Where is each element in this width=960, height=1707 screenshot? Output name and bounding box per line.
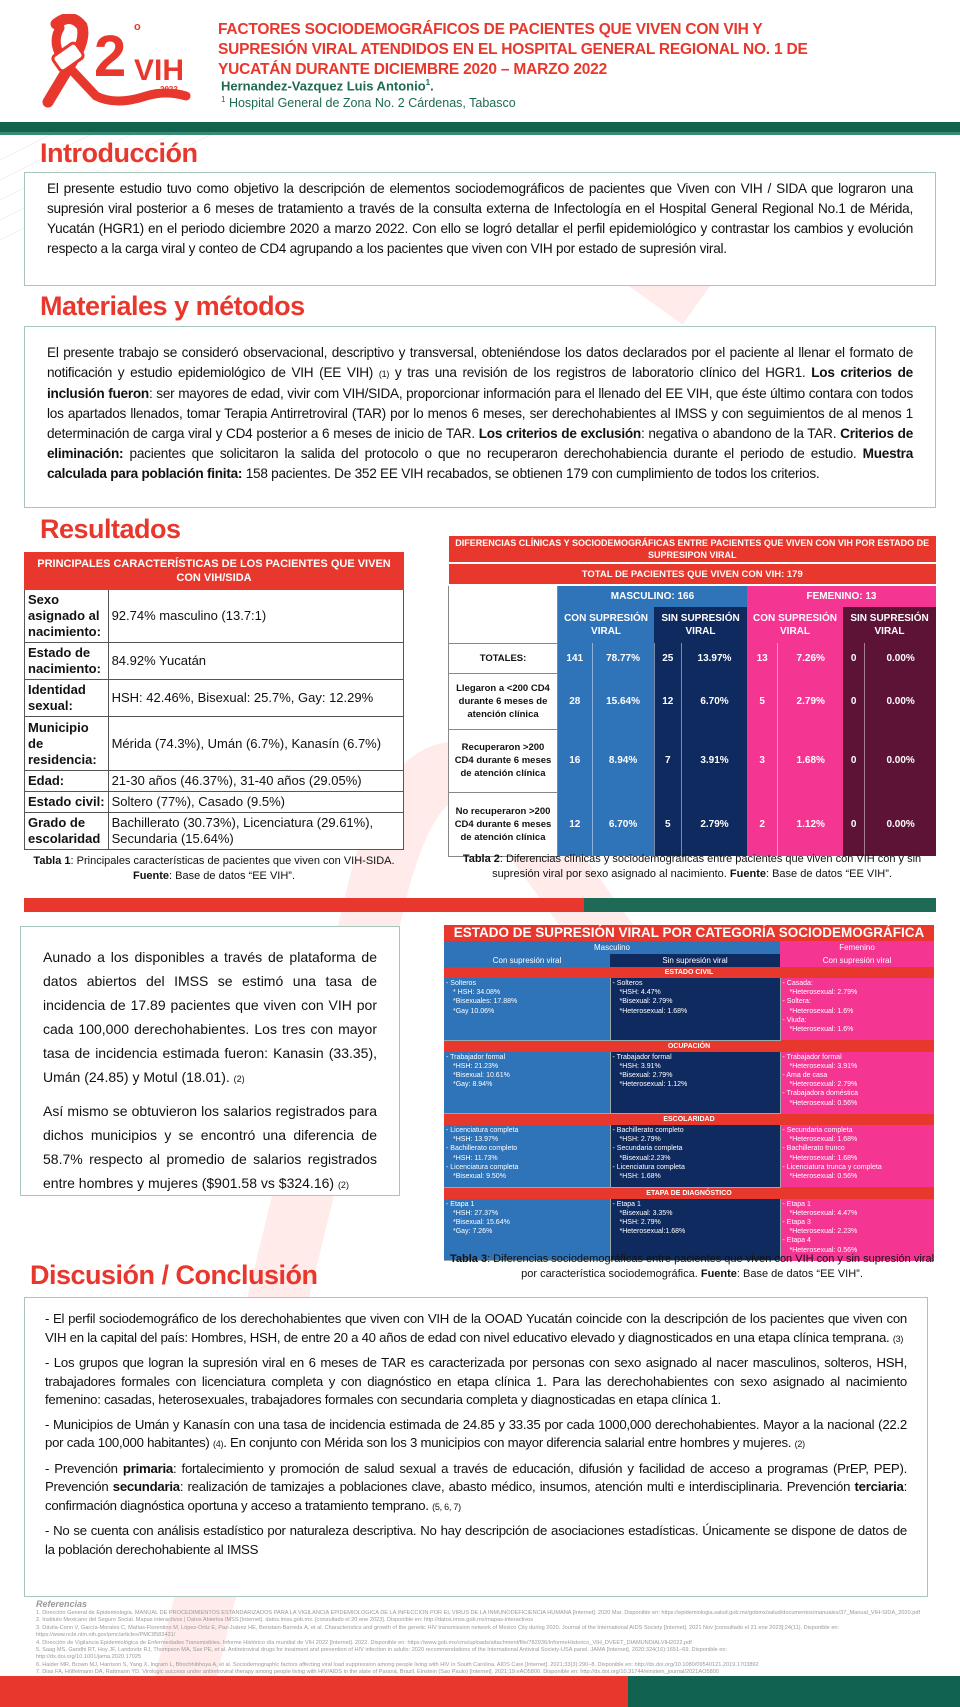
table3-cell-line: *Heterosexual: 0.56% bbox=[789, 1246, 858, 1254]
table2-value-cell: 2 bbox=[747, 792, 778, 856]
table3-category-header: OCUPACIÓN bbox=[444, 1040, 934, 1052]
table-row: Estado civil: Soltero (77%), Casado (9.5%) bbox=[25, 792, 404, 813]
svg-text:2023: 2023 bbox=[160, 85, 178, 94]
table3-category-header: ESTADO CIVIL bbox=[444, 967, 934, 978]
results-heading: Resultados bbox=[40, 514, 181, 544]
table3-cell-line: - Ama de casa bbox=[782, 1071, 828, 1079]
discussion-point-5: - No se cuenta con análisis estadístico por naturaleza descriptiva. No hay descripción de asociaciones estadísticas. Únicamente se dispone de datos de la población derechohabiente al IMSS bbox=[45, 1523, 907, 1557]
discussion-heading: Discusión / Conclusión bbox=[30, 1260, 318, 1290]
table3-cell-line: - Solteros bbox=[612, 980, 643, 987]
table3-cell-line: *Heterosexual: 2.79% bbox=[789, 989, 858, 997]
table3-cell-line: - Bachillerato completo bbox=[612, 1127, 684, 1134]
poster-title bbox=[218, 20, 948, 80]
table3-cell-line: - Secundaria completa bbox=[612, 1145, 683, 1153]
footer-bar-green bbox=[628, 1676, 960, 1707]
table3-cell-line: *Heterosexual: 3.91% bbox=[789, 1062, 858, 1070]
table-row: Grado de escolaridad Bachillerato (30.73%), Licenciatura (29.61%), Secundaria (15.64%) bbox=[25, 813, 404, 850]
table3-title: ESTADO DE SUPRESIÓN VIRAL POR CATEGORÍA SOCIODEMOGRÁFICA bbox=[444, 925, 934, 941]
table3-cell-line: - Viuda: bbox=[782, 1016, 807, 1024]
table2-value-cell: 1.12% bbox=[778, 792, 843, 856]
table3-cell-line: *Heterosexual: 1.6% bbox=[789, 1007, 854, 1015]
table3-caption: Tabla 3: Diferencias sociodemográficas entre pacientes que viven con VIH con y sin supresión viral por característica sociodemográfica. Fuente: Base de datos “EE VIH”. bbox=[449, 1253, 935, 1280]
reference-item: 5. Saag MS, Gandhi RT, Hoy JF, Landovitz RJ, Thompson MA, Sax PE, et al. Antiretroviral drugs for treatment and prevention of HIV infection in adults: 2020 recommendations of the International Antiviral Society-USA panel. JAMA [Internet]. 2020;324(16):1651–69. Disponible en: bbox=[36, 1647, 727, 1654]
affiliation: $^1$ Hospital General de Zona No. 2 Cárdenas, Tabasco bbox=[221, 95, 516, 111]
table3-cell-line: *HSH: 1.68% bbox=[619, 1173, 661, 1181]
table3-cell-line: *Bisexual: 9.50% bbox=[453, 1173, 506, 1181]
reference-item: https://www.ncbi.nlm.nih.gov/pmc/articles/PMC8583431/ bbox=[36, 1632, 176, 1639]
table2-value-cell: 0.00% bbox=[865, 792, 936, 856]
table3-cell-line: *Heterosexual: 4.47% bbox=[789, 1209, 858, 1217]
table2-value-cell: 7.26% bbox=[778, 643, 843, 673]
table3-cell-line: - Licenciatura completa bbox=[446, 1163, 519, 1171]
title-line: FACTORES SOCIODEMOGRÁFICOS DE PACIENTES QUE VIVEN CON VIH Y bbox=[218, 21, 763, 38]
table3-cell-line: - Trabajador formal bbox=[782, 1053, 842, 1061]
table2-value-cell: 25 bbox=[654, 643, 681, 673]
table3-cell-line: - Secundaria completa bbox=[782, 1127, 853, 1134]
section-divider-red bbox=[24, 898, 584, 912]
table2-value-cell: 6.70% bbox=[592, 792, 654, 856]
incidence-text-2: Así mismo se obtuvieron los salarios registrados para dichos municipios y se encontró una diferencia de 58.7% respecto al promedio de salarios registrados entre hombres y mujeres ($901.58 vs $324.16) (2) bbox=[43, 1103, 377, 1191]
table3-cell-line: *HSH: 2.79% bbox=[619, 1218, 661, 1226]
table3-cell-line: *HSH: 3.91% bbox=[619, 1062, 661, 1070]
table3-cell-line: *Bisexual: 2.79% bbox=[619, 998, 673, 1006]
table-row: Edad: 21-30 años (46.37%), 31-40 años (29.05%) bbox=[25, 771, 404, 792]
discussion-point-2: - Los grupos que logran la supresión viral en 6 meses de TAR es caracterizada por personas con sexo asignado al nacer masculinos, solteros, HSH, trabajadores formales con licenciatura completa y con diagnóstico en etapa clínica 1. Para las derechohabientes con sexo asignado al nacimiento femenino: casadas, heterosexuales, trabajadores formales con secundaria completa y diagnosticadas en etapa clínica 1. bbox=[45, 1355, 907, 1407]
table3-cell-line: - Licenciatura trunca y completa bbox=[782, 1163, 882, 1171]
table3-cell-line: *Gay 10.06% bbox=[453, 1007, 495, 1015]
title-line: SUPRESIÓN VIRAL ATENDIDOS EN EL HOSPITAL GENERAL REGIONAL NO. 1 DE bbox=[218, 41, 808, 58]
table1-characteristics bbox=[24, 552, 404, 850]
title-line: YUCATÁN DURANTE DICIEMBRE 2020 – MARZO 2022 bbox=[218, 61, 608, 78]
table2-value-cell: 0 bbox=[843, 792, 865, 856]
table3-cell-line: - Etapa 1 bbox=[612, 1200, 641, 1208]
methods-text: El presente trabajo se consideró observacional, descriptivo y transversal, obteniéndose los datos declarados por el paciente al llenar el formato de notificación y estudio epidemiológico de VIH (EE VIH) (1) y tras una revisión de los registros de laboratorio clínico del HGR1. Los criterios de inclusión fueron: ser mayores de edad, vivir com VIH/SIDA, proporcionar información para el llenado del EE VIH, que éste último contara con todos los apartados llenados, tomar Terapia Antirretroviral (TAR) por lo menos 6 meses, ser derechohabientes al IMSS y con seguimientos de al menos 1 determinación de carga viral y CD4 posterior a 6 meses de inicio de TAR. Los criterios de exclusión: negativa o abandono de la TAR. Criterios de eliminación: pacientes que solicitaron la salida del protocolo o que no recuperaron derechohabiencia durante el periodo de estudio. Muestra calculada para población finita: 158 pacientes. De 352 EE VIH recabados, se obtienen 179 con cumplimiento de todos los criterios. bbox=[47, 345, 914, 481]
reference-item: 6. Haider MR, Brown MJ, Harrison S, Yang X, Ingram L, Bhochhibhoya A, et al. Sociodemographic factors affecting viral load suppression among people living with HIV in South Carolina. AIDS Care [Internet]. 2021;33(3):290–8. Disponible en: http://dx.doi.org/10.1080/09540121.2019.1703892 bbox=[36, 1661, 759, 1668]
methods-box bbox=[24, 326, 936, 508]
discussion-point-4: - Prevención primaria: fortalecimiento y promoción de salud sexual a través de educación, difusión y facilidad de acceso a programas (PrEP, PEP). Prevención secundaria: realización de tamizajes a poblaciones clave, abasto médico, insumos, atención multi e interdisciplinaria. Prevención terciaria: confirmación diagnóstica oportuna y acceso a tratamiento temprano. (5, 6, 7) bbox=[45, 1460, 907, 1513]
table3-cell-line: - Solteros bbox=[446, 980, 476, 987]
table3-cell-line: *Heterosexual: 1.12% bbox=[619, 1081, 688, 1089]
table2-value-cell: 3 bbox=[747, 729, 778, 792]
red-ribbon-logo-icon bbox=[36, 14, 196, 114]
table2-value-cell: 7 bbox=[654, 729, 681, 792]
table2-value-cell: 0.00% bbox=[865, 643, 936, 673]
reference-item: 4. Dirección de Vigilancia Epidemiológica de Enfermedades Transmisibles. Informe Histórico día mundial de VIH 2022 [Internet]. 2022. Disponible en: https://www.gob.mx/cms/uploads/attachment/file/782936/InformeHistorico_VIH_DVEET_DIAMUNDIALVIH2022.pdf bbox=[36, 1639, 692, 1646]
table3-cell-line: *Bisexual: 3.35% bbox=[619, 1209, 673, 1217]
table3-cell-line: - Etapa 4 bbox=[782, 1237, 811, 1245]
table-row bbox=[444, 1125, 934, 1187]
table3-cell-line: *Bisexual: 15.64% bbox=[453, 1218, 510, 1226]
table3-cell-line: - Bachillerato trunco bbox=[782, 1145, 845, 1153]
header-divider bbox=[0, 122, 960, 132]
table2-value-cell: 13 bbox=[747, 643, 778, 673]
table-row: TOTALES: 141 78.77% 25 13.97% 13 7.26% 0 0.00% bbox=[449, 643, 937, 673]
table2-female-header: FEMENINO: 13 bbox=[747, 585, 936, 607]
table3-category-header: ETAPA DE DIAGNÓSTICO bbox=[444, 1187, 934, 1199]
table2-value-cell: 0.00% bbox=[865, 729, 936, 792]
table-row: Llegaron a <200 CD4 durante 6 meses de atención clínica 28 15.64% 12 6.70% 5 2.79% 0 0.00% bbox=[449, 673, 937, 729]
table2-value-cell: 0.00% bbox=[865, 673, 936, 729]
table3-cell-line: - Licenciatura completa bbox=[612, 1163, 685, 1171]
table3-cell-line: *Bisexual: 10.61% bbox=[453, 1071, 510, 1079]
section-divider-green bbox=[584, 898, 936, 912]
table3-cell-line: *Heterosexual: 1.68% bbox=[789, 1136, 858, 1144]
table3-cell-line: *Gay: 7.26% bbox=[453, 1228, 493, 1236]
table3-cell-line: *Heterosexual: 1.68% bbox=[619, 1007, 688, 1015]
table3-cell bbox=[780, 1125, 934, 1187]
table3-suppression-by-category: ESTADO DE SUPRESIÓN VIRAL POR CATEGORÍA SOCIODEMOGRÁFICA Masculino Femenino Con supresión viral Sin supresión viral Con supresión viral ESTADO CIVIL - Solteros * HSH: 34.08% *Bisexuales: 17.88% *Gay 10.06% - Solteros *HSH: 4.47% *Bisexual: 2.79% *Heterosexual: 1.68% - Casada: *Heterosexual: 2.79% - Soltera: *Heterosexual: 1.6% - Viuda: *Heterosexual: 1.6% OCUPACIÓN - Trabajador formal *HSH: 21.23% *Bisexual: 10.61% *Gay: 8.94% - Trabajador formal *HSH: 3.91% *Bisexual: 2.79% *Heterosexual: 1.12% - Trabajador formal *Heterosexual: 3.91% - Ama de casa *Heterosexual: 2.79% - Trabajadora doméstica *Heterosexual: 0.56% ESCOLARIDAD - Licenciatura completa *HSH: 13.97% - Bachillerato completo *HSH: 11.73% - Licenciatura completa *Bisexual: 9.50% - Bachillerato completo *HSH: 2.79% - Secundaria completa *Bisexual:2.23% - Licenciatura completa *HSH: 1.68% - Secundaria completa *Heterosexual: 1.68% - Bachillerato trunco *Heterosexual: 1.68% - Licenciatura trunca y completa *Heterosexual: 0.56% ETAPA DE DIAGNÓSTICO - Etapa 1 *HSH: 27.37% *Bisexual: 15.64% *Gay: 7.26% - Etapa 1 *Bisexual: 3.35% *HSH: 2.79% *Heterosexual:1.68% - Etapa 1 *Heterosexual: 4.47% - Etapa 3 *Heterosexual: 2.23% - Etapa 4 *Heterosexual: 0.56% bbox=[444, 925, 934, 1261]
logo-acronym: VIH bbox=[134, 54, 185, 87]
logo-number: 2 bbox=[94, 24, 127, 89]
footer-bar-red bbox=[0, 1676, 628, 1707]
table3-cell-line: - Trabajador formal bbox=[612, 1053, 672, 1061]
table3-cell-line: *HSH: 21.23% bbox=[453, 1062, 499, 1070]
incidence-text-1: Aunado a los disponibles a través de plataforma de datos abiertos del IMSS se estimó una tasa de incidencia de 17.89 pacientes que viven con VIH por cada 100,000 derechohabientes. Los tres con mayor tasa de incidencia estimada fueron: Kanasin (33.35), Umán (24.85) y Motul (18.01). (2) bbox=[43, 949, 377, 1085]
table3-cell-line: *Heterosexual:1.68% bbox=[619, 1228, 686, 1236]
discussion-point-1: - El perfil sociodemográfico de los derechohabientes que viven con VIH de la OOAD Yucatán coincide con la descripción de los pacientes que viven con VIH en la capital del país: Hombres, HSH, de entre 20 a 40 años de edad con nivel educativo elevado y diagnosticados en una etapa clínica temprana. (3) bbox=[45, 1311, 907, 1345]
table2-value-cell: 0 bbox=[843, 673, 865, 729]
table3-cell-line: *Heterosexual: 1.6% bbox=[789, 1026, 854, 1034]
table-row bbox=[444, 978, 934, 1040]
discussion-box bbox=[24, 1297, 928, 1597]
table2-value-cell: 12 bbox=[558, 792, 593, 856]
intro-heading: Introducción bbox=[40, 138, 198, 168]
table3-cell-line: *Heterosexual: 0.56% bbox=[789, 1099, 858, 1107]
table2-value-cell: 5 bbox=[747, 673, 778, 729]
table-row: Estado de nacimiento: 84.92% Yucatán bbox=[25, 643, 404, 680]
table2-value-cell: 5 bbox=[654, 792, 681, 856]
table2-clinical-differences: DIFERENCIAS CLÍNICAS Y SOCIODEMOGRÁFICAS ENTRE PACIENTES QUE VIVEN CON VIH POR ESTADO DE SUPRESIPON VIRAL TOTAL DE PACIENTES QUE VIVEN CON VIH: 179 MASCULINO: 166 FEMENINO: 13 CON SUPRESIÓN VIRAL SIN SUPRESIÓN VIRAL CON SUPRESIÓN VIRAL SIN SUPRESIÓN VIRAL TOTALES: 141 78.77% 25 13.97% 13 7.26% 0 0.00% Llegaron a <200 CD4 durante 6 meses de atención clínica 28 15.64% 12 6.70% 5 2.79% 0 0.00% Recuperaron >200 CD4 durante 6 meses de atención clínica 16 8.94% 7 3.91% 3 1.68% 0 0.00% No recuperaron >200 CD4 durante 6 meses de atención clínica 12 6.70% 5 2.79% 2 1.12% 0 0.00% bbox=[448, 536, 936, 857]
table2-value-cell: 3.91% bbox=[682, 729, 747, 792]
table3-cell bbox=[444, 978, 610, 1040]
table2-caption: Tabla 2: Diferencias clínicas y sociodemográficas entre pacientes que viven con VIH con y sin supresión viral por sexo asignado al nacimiento. Fuente: Base de datos “EE VIH”. bbox=[462, 853, 922, 880]
table2-value-cell: 0 bbox=[843, 643, 865, 673]
reference-item: http://dx.doi.org/10.1001/jama.2020.17025 bbox=[36, 1654, 142, 1661]
incidence-box bbox=[20, 926, 400, 1196]
references-heading: Referencias bbox=[36, 1599, 88, 1609]
table2-title: DIFERENCIAS CLÍNICAS Y SOCIODEMOGRÁFICAS ENTRE PACIENTES QUE VIVEN CON VIH POR ESTADO DE SUPRESIPON VIRAL bbox=[449, 536, 937, 563]
table2-total: TOTAL DE PACIENTES QUE VIVEN CON VIH: 179 bbox=[449, 563, 937, 585]
table2-value-cell: 2.79% bbox=[682, 792, 747, 856]
header-divider-accent bbox=[0, 132, 960, 135]
table3-cell-line: *HSH: 4.47% bbox=[619, 989, 661, 997]
reference-item: 2. Instituto Mexicano del Seguro Social. Mapas interactivos | Datos Abiertos IMSS [Internet]. datos.imss.gob.mx. [consultado el 20 ene 2023]. Disponible en: http://datos.imss.gob.mx/mapas-interactivos bbox=[36, 1617, 534, 1624]
table-row: Recuperaron >200 CD4 durante 6 meses de atención clínica 16 8.94% 7 3.91% 3 1.68% 0 0.00% bbox=[449, 729, 937, 792]
table-row: Identidad sexual: HSH: 42.46%, Bisexual: 25.7%, Gay: 12.29% bbox=[25, 680, 404, 717]
author: Hernandez-Vazquez Luis Antonio$^1$. bbox=[221, 78, 434, 94]
table3-cell-line: - Soltera: bbox=[782, 998, 811, 1006]
table3-cell-line: - Etapa 1 bbox=[782, 1200, 811, 1208]
table2-value-cell: 28 bbox=[558, 673, 593, 729]
table-row bbox=[444, 1052, 934, 1114]
table3-cell-line: * HSH: 34.08% bbox=[453, 989, 501, 997]
table1-caption: Tabla 1: Principales características de pacientes que viven con VIH-SIDA. Fuente: Base de datos “EE VIH”. bbox=[33, 855, 395, 882]
table-row: Sexo asignado al nacimiento: 92.74% masculino (13.7:1) bbox=[25, 590, 404, 643]
table2-value-cell: 8.94% bbox=[592, 729, 654, 792]
table3-cell-line: - Trabajadora doméstica bbox=[782, 1090, 858, 1098]
table3-cell bbox=[780, 978, 934, 1040]
table2-value-cell: 6.70% bbox=[682, 673, 747, 729]
table3-cell-line: - Casada: bbox=[782, 980, 813, 987]
references bbox=[36, 1599, 936, 1677]
table3-cell-line: *Heterosexual: 2.23% bbox=[789, 1228, 858, 1236]
methods-heading: Materiales y métodos bbox=[40, 291, 305, 321]
reference-item: 7. Dias FA, Hölfelmann DA, Rattmann YD. Virologic success under antiretroviral therapy among people living with HIV/AIDS in the state of Paraná, Brazil. Einstein (Sao Paulo) [Internet]. 2021;19:eAO5800. Disponible en: http://dx.doi.org/10.31744/einstein_journal/2021AO5800 bbox=[36, 1669, 719, 1676]
table3-cell-line: *Gay: 8.94% bbox=[453, 1081, 493, 1089]
table3-cell bbox=[610, 1125, 780, 1187]
intro-text: El presente estudio tuvo como objetivo la descripción de elementos sociodemográficos de pacientes que Viven con VIH / SIDA que lograron una supresión viral posterior a 6 meses de tratamiento a través de la consulta externa de Infectología en el Hospital General Regional No.1 de Mérida, Yucatán (HGR1) en el periodo diciembre 2020 a marzo 2022. Con ello se logró detallar el perfil epidemiológico y contrastar los cambios y evolución respecto a la carga viral y conteo de CD4 agrupando a los pacientes que viven con VIH por estado de supresión viral. bbox=[47, 181, 913, 256]
table3-cell bbox=[610, 978, 780, 1040]
table1-title: PRINCIPALES CARACTERÍSTICAS DE LOS PACIENTES QUE VIVEN CON VIH/SIDA bbox=[25, 553, 404, 590]
table2-male-header: MASCULINO: 166 bbox=[558, 585, 747, 607]
svg-text:o: o bbox=[134, 21, 141, 33]
table3-cell bbox=[444, 1052, 610, 1114]
table3-cell-line: - Etapa 1 bbox=[446, 1200, 475, 1208]
table3-cell-line: - Trabajador formal bbox=[446, 1053, 506, 1061]
table3-cell-line: *Heterosexual: 2.79% bbox=[789, 1081, 858, 1089]
table2-value-cell: 141 bbox=[558, 643, 593, 673]
table3-cell-line: *HSH: 11.73% bbox=[453, 1154, 498, 1162]
table3-cell-line: - Etapa 3 bbox=[782, 1218, 811, 1226]
table2-value-cell: 2.79% bbox=[778, 673, 843, 729]
table3-cell bbox=[610, 1052, 780, 1114]
table3-cell-line: *Heterosexual: 0.56% bbox=[789, 1173, 858, 1181]
table2-value-cell: 0 bbox=[843, 729, 865, 792]
table3-cell-line: *HSH: 13.97% bbox=[453, 1136, 499, 1144]
table3-cell-line: *Bisexual: 2.79% bbox=[619, 1071, 673, 1079]
table3-cell-line: - Bachillerato completo bbox=[446, 1145, 518, 1153]
table-row: Municipio de residencia: Mérida (74.3%), Umán (6.7%), Kanasín (6.7%) bbox=[25, 717, 404, 771]
table-row: No recuperaron >200 CD4 durante 6 meses de atención clínica 12 6.70% 5 2.79% 2 1.12% 0 0.00% bbox=[449, 792, 937, 856]
table3-cell-line: *Bisexuales: 17.88% bbox=[453, 998, 518, 1006]
table3-cell-line: *HSH: 27.37% bbox=[453, 1209, 499, 1217]
table2-value-cell: 12 bbox=[654, 673, 681, 729]
intro-box bbox=[24, 172, 936, 286]
table2-value-cell: 13.97% bbox=[682, 643, 747, 673]
table2-value-cell: 16 bbox=[558, 729, 593, 792]
table3-cell-line: - Licenciatura completa bbox=[446, 1127, 519, 1134]
table3-cell-line: *Heterosexual: 1.68% bbox=[789, 1154, 858, 1162]
table2-value-cell: 1.68% bbox=[778, 729, 843, 792]
discussion-point-3: - Municipios de Umán y Kanasín con una tasa de incidencia estimada de 24.85 y 33.35 por cada 1000,000 derechohabientes. Mayor a la nacional (22.2 por cada 100,000 habitantes) (4). En conjunto con Mérida son los 3 municipios con mayor diferencia salarial entre hombres y mujeres. (2) bbox=[45, 1416, 907, 1450]
reference-item: 1. Dirección General de Epidemiología. MANUAL DE PROCEDIMIENTOS ESTANDARIZADOS PARA LA VIGILANCIA EPIDEMIOLÓGICA DE LA INFECCIÓN POR EL VIRUS DE LA INMUNODEFICIENCIA HUMANA [Internet]. 2020 Mar. Disponible en: https://epidemiologia.salud.gob.mx/gobmx/salud/documentos/manuales/37_Manual_VIH-SIDA_2020.pdf bbox=[36, 1610, 921, 1616]
table3-cell bbox=[780, 1052, 934, 1114]
congress-logo bbox=[36, 14, 196, 114]
table3-cell-line: *HSH: 2.79% bbox=[619, 1136, 661, 1144]
reference-item: 3. Dávila-Conn V, García-Morales C, Matías-Florentino M, López-Ortiz E, Paz-Juárez HE, Beristain-Barreda Á, et al. Characteristics and growth of the genetic HIV transmission network of Mexico City during 2020. Journal of the International AIDS Society [Internet]. 2021 Nov [consultado el 21 ene 2023];24(11). Disponible en: bbox=[36, 1624, 840, 1631]
table3-cell-line: *Bisexual:2.23% bbox=[619, 1154, 671, 1162]
table3-cell bbox=[444, 1125, 610, 1187]
table3-category-header: ESCOLARIDAD bbox=[444, 1114, 934, 1126]
table2-value-cell: 15.64% bbox=[592, 673, 654, 729]
table2-value-cell: 78.77% bbox=[592, 643, 654, 673]
